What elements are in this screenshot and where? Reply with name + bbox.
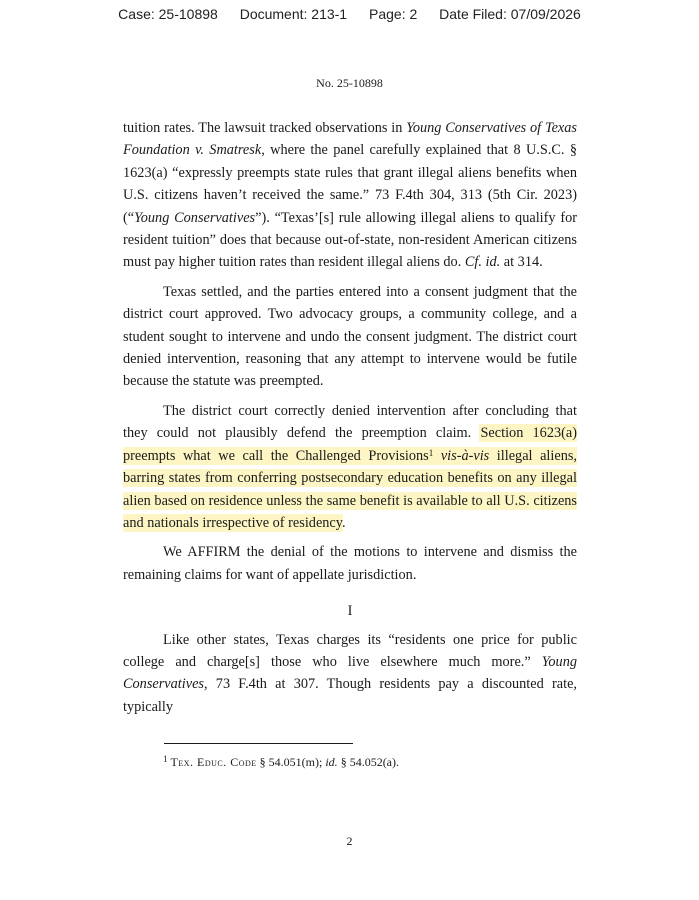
footnote-1 [163, 755, 399, 770]
paragraph-5-text-a: Like other states, Texas charges its “residents one price for public college and charge[s] those who live elsewhere much more.” [123, 631, 577, 670]
paragraph-4: We AFFIRM the denial of the motions to intervene and dismiss the remaining claims for want of appellate jurisdiction. [123, 544, 577, 583]
paragraph-1-text-g: at 314. [500, 254, 543, 271]
page-indicator: Page: 2 [369, 6, 418, 22]
paragraph-1-text-c: , where the panel carefully explained that 8 U.S.C. § 1623(a) “expressly preempts state rules that grant illegal aliens benefits when U.S. citizens haven’t received the same.” 73 F.4th 304, 313 (5th Cir. 2023) (“ [123, 142, 577, 226]
footnote-id-italic: id. [325, 755, 338, 769]
vis-a-vis-italic: vis-à-vis [440, 447, 490, 464]
opinion-body [123, 117, 577, 725]
filing-header [0, 6, 699, 22]
paragraph-1-text-e: ”). “Texas’[s] rule allowing illegal aliens to qualify for resident tuition” does that because out-of-state, non-resident American citizens must pay higher tuition rates than resident illegal aliens do. [123, 209, 577, 271]
footnote-text-a: § 54.051(m); [256, 755, 326, 769]
section-heading: I [347, 603, 353, 620]
docket-number: No. 25-10898 [316, 76, 383, 90]
footnote-divider [164, 743, 353, 744]
paragraph-1 [123, 117, 577, 274]
footnote-number: 1 [163, 754, 168, 764]
highlight-text-1: Section 1623(a) preempts what we call the Challenged Provisions [123, 425, 577, 464]
paragraph-5 [123, 629, 577, 719]
document-number: Document: 213-1 [239, 6, 348, 22]
highlight-text-2: illegal aliens, barring states from conferring postsecondary education benefits on any illegal alien based on residence unless the same benefit is available to all U.S. citizens and nationals irrespective of residency [123, 447, 577, 531]
paragraph-3-text-a: The district court correctly denied intervention after concluding that they could not plausibly defend the preemption claim. [123, 402, 577, 442]
short-cite-italic-2: Young Conservatives [123, 653, 577, 693]
paragraph-1-text-a: tuition rates. The lawsuit tracked observations in [123, 120, 407, 136]
case-number: Case: 25-10898 [118, 6, 218, 22]
footnote-reference[interactable]: 1 [428, 447, 434, 458]
paragraph-2: Texas settled, and the parties entered into a consent judgment that the district court approved. Two advocacy groups, a community college, and a student sought to intervene and undo the consent judgment. The district court denied intervention, reasoning that any attempt to intervene would be futile because the statute was preempted. [123, 283, 577, 390]
paragraph-3-text-b: . [342, 514, 346, 531]
statute-code: Tex. Educ. Code [170, 755, 257, 769]
cf-id-italic: Cf. id. [464, 254, 501, 271]
short-cite-italic: Young Conservatives [134, 209, 256, 226]
page-number: 2 [346, 834, 353, 848]
date-filed: Date Filed: 07/09/2026 [439, 6, 581, 22]
paragraph-3 [123, 400, 577, 534]
paragraph-5-text-c: , 73 F.4th at 307. Though residents pay a discounted rate, typically [123, 676, 577, 715]
footnote-text-b: § 54.052(a). [337, 755, 400, 769]
case-citation-italic: Young Conservatives of Texas Foundation v. Smatresk [123, 120, 577, 159]
